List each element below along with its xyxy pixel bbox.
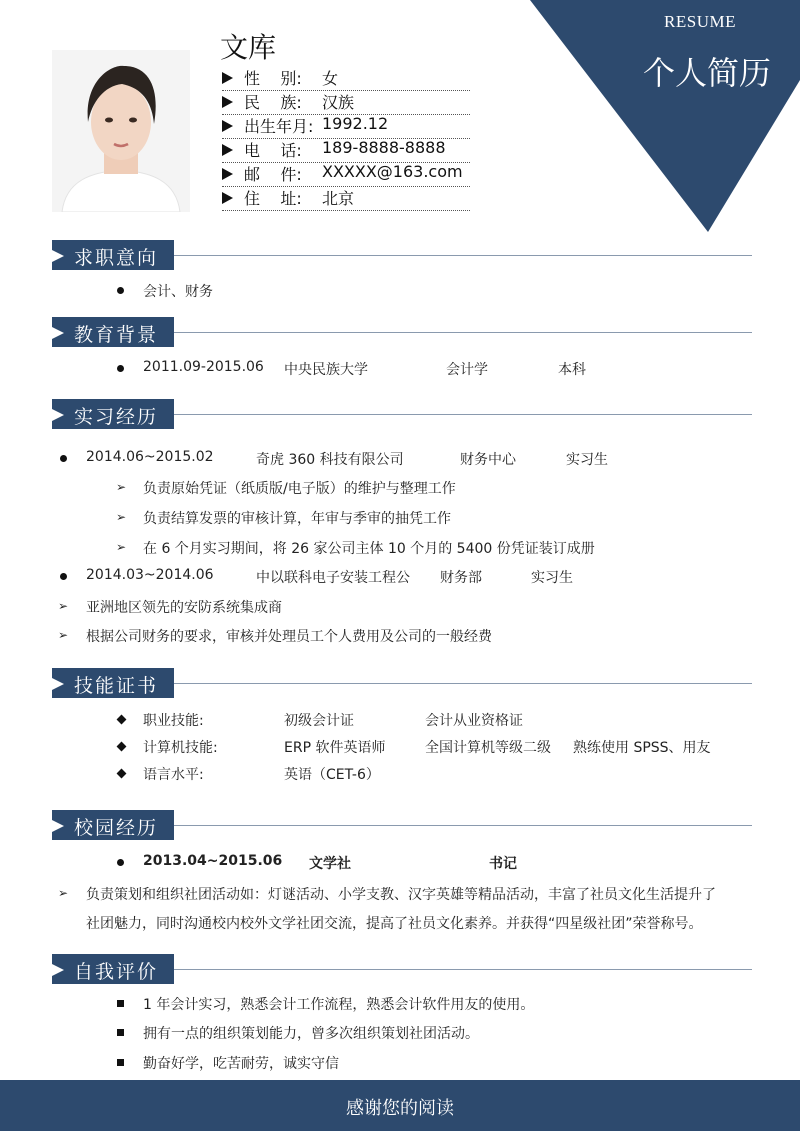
job1-item: 在 6 个月实习期间，将 26 家公司主体 10 个月的 5400 份凭证装订成册 [143,541,595,557]
campus-role: 书记 [489,856,517,872]
arrow-bullet-icon: ➢ [116,510,127,524]
notch-icon [52,250,64,262]
campus-date: 2013.04~2015.06 [143,853,283,869]
triangle-bullet-icon [222,72,233,84]
info-label: 出生年月: [244,117,314,136]
education-major: 会计学 [446,362,488,378]
job1-dept: 财务中心 [460,452,516,468]
section-title: 技能证书 [74,675,159,697]
section-header-education [52,317,752,347]
section-header-intent [52,240,752,270]
section-header-internship [52,399,752,429]
skill-item: 英语（CET-6） [284,767,380,783]
info-address-row [222,186,470,211]
skill-item: ERP 软件英语师 [284,740,386,756]
triangle-bullet-icon [222,192,233,204]
section-title: 求职意向 [74,247,159,269]
skill-label: 语言水平: [143,767,204,783]
bullet-dot-icon [117,859,124,866]
skill-item: 全国计算机等级二级 [425,740,551,756]
education-school: 中央民族大学 [284,362,368,378]
info-gender-row [222,66,470,91]
section-divider [174,255,752,256]
education-degree: 本科 [558,362,586,378]
section-divider [174,683,752,684]
resume-corner-banner [530,0,800,232]
self-eval-item: 勤奋好学，吃苦耐劳，诚实守信 [143,1056,339,1072]
notch-icon [52,409,64,421]
section-divider [174,825,752,826]
job2-item: 根据公司财务的要求，审核并处理员工个人费用及公司的一般经费 [86,629,492,645]
skill-item: 熟练使用 SPSS、用友 [573,740,711,756]
campus-description-line2: 社团魅力，同时沟通校内校外文学社团交流，提高了社员文化素养。并获得“四星级社团”荣誉称号。 [86,916,703,932]
job1-date: 2014.06~2015.02 [86,449,214,465]
footer-text: 感谢您的阅读 [346,1098,454,1119]
bullet-dot-icon [117,365,124,372]
footer-bar [0,1080,800,1131]
notch-icon [52,820,64,832]
job2-dept: 财务部 [440,570,482,586]
notch-icon [52,678,64,690]
info-label: 邮 件: [244,165,302,184]
resume-chinese-title: 个人简历 [642,54,771,92]
bullet-dot-icon [60,455,67,462]
section-title: 教育背景 [74,324,159,346]
triangle-bullet-icon [222,144,233,156]
section-divider [174,969,752,970]
diamond-bullet-icon [117,769,127,779]
info-ethnicity-row [222,90,470,115]
job2-role: 实习生 [531,570,573,586]
notch-icon [52,964,64,976]
job1-item: 负责结算发票的审核计算，年审与季审的抽凭工作 [143,511,451,527]
square-bullet-icon [117,1029,124,1036]
job2-company: 中以联科电子安装工程公 [256,570,410,586]
info-email-row [222,162,470,187]
info-value: XXXXX@163.com [322,162,463,181]
skill-item: 初级会计证 [284,713,354,729]
section-title: 实习经历 [74,406,159,428]
diamond-bullet-icon [117,742,127,752]
triangle-bullet-icon [222,168,233,180]
arrow-bullet-icon: ➢ [116,540,127,554]
section-header-self-evaluation [52,954,752,984]
job1-role: 实习生 [566,452,608,468]
info-value: 189-8888-8888 [322,138,446,157]
candidate-name: 文库 [220,31,277,64]
square-bullet-icon [117,1059,124,1066]
info-label: 性 别: [244,69,302,88]
info-value: 1992.12 [322,114,389,133]
arrow-bullet-icon: ➢ [58,628,69,642]
resume-english-label: RESUME [664,12,736,31]
self-eval-item: 拥有一点的组织策划能力，曾多次组织策划社团活动。 [143,1026,479,1042]
triangle-bullet-icon [222,120,233,132]
info-label: 电 话: [244,141,302,160]
section-divider [174,332,752,333]
campus-description-line1: 负责策划和组织社团活动如：灯谜活动、小学支教、汉字英雄等精品活动，丰富了社员文化生活提升了 [86,887,716,903]
square-bullet-icon [117,1000,124,1007]
skill-label: 计算机技能: [143,740,218,756]
arrow-bullet-icon: ➢ [58,886,69,900]
education-date: 2011.09-2015.06 [143,359,264,375]
profile-photo [52,50,190,212]
section-header-skills [52,668,752,698]
info-phone-row [222,138,470,163]
info-birth-row [222,114,470,139]
info-value: 北京 [322,189,355,208]
arrow-bullet-icon: ➢ [116,480,127,494]
info-value: 女 [322,69,339,88]
arrow-bullet-icon: ➢ [58,599,69,613]
job1-company: 奇虎 360 科技有限公司 [256,452,404,468]
section-divider [174,414,752,415]
info-label: 住 址: [244,189,302,208]
job1-item: 负责原始凭证（纸质版/电子版）的维护与整理工作 [143,481,456,497]
section-header-campus [52,810,752,840]
job2-date: 2014.03~2014.06 [86,567,214,583]
triangle-bullet-icon [222,96,233,108]
bullet-dot-icon [117,287,124,294]
bullet-dot-icon [60,573,67,580]
self-eval-item: 1 年会计实习，熟悉会计工作流程，熟悉会计软件用友的使用。 [143,997,535,1013]
info-value: 汉族 [322,93,355,112]
intent-text: 会计、财务 [143,284,213,300]
info-label: 民 族: [244,93,302,112]
notch-icon [52,327,64,339]
section-title: 自我评价 [74,961,159,983]
section-title: 校园经历 [74,817,159,839]
diamond-bullet-icon [117,715,127,725]
skill-label: 职业技能: [143,713,204,729]
skill-item: 会计从业资格证 [425,713,523,729]
campus-org: 文学社 [309,856,351,872]
job2-item: 亚洲地区领先的安防系统集成商 [86,600,282,616]
